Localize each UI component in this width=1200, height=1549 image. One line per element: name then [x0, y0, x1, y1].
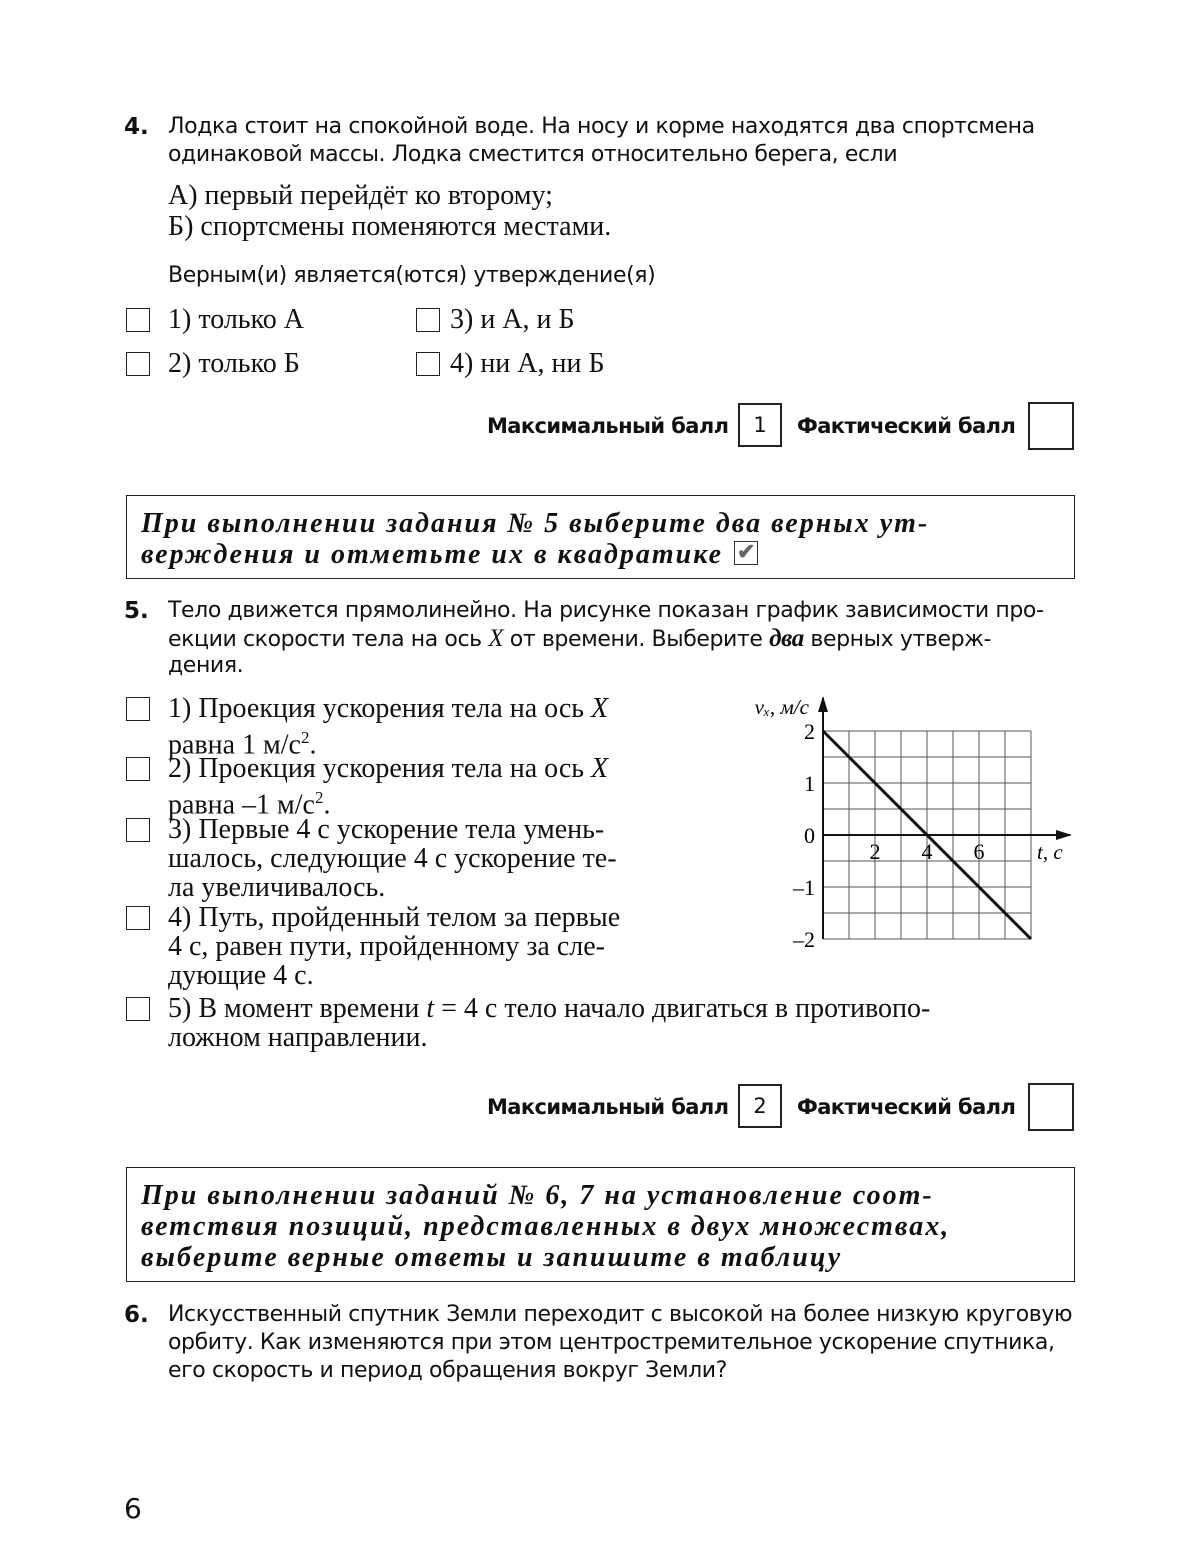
question-text-line: орбиту. Как изменяются при этом центростремительное ускорение спутника,	[168, 1330, 1055, 1355]
x-tick-label: 2	[869, 839, 881, 864]
question-text-line: его скорость и период обращения вокруг Земли?	[168, 1358, 727, 1383]
answer-option-2	[168, 754, 608, 784]
answer-checkbox-1[interactable]	[126, 308, 150, 332]
actual-score-input[interactable]	[1028, 402, 1074, 450]
answer-checkbox-4[interactable]	[416, 352, 440, 376]
instruction-line: ветствия позиций, представленных в двух множествах,	[141, 1211, 951, 1242]
instruction-text: верждения и отметьте их в квадратике	[141, 539, 724, 570]
y-tick-label: 1	[804, 771, 815, 796]
instruction-line: При выполнении заданий № 6, 7 на установление соот-	[141, 1180, 934, 1211]
text-span: .	[309, 729, 317, 761]
instruction-box-task-5	[126, 495, 1075, 579]
y-axis-label: vₓ, м/с	[754, 695, 809, 719]
x-tick-label: 4	[921, 839, 933, 864]
statement-b: Б) спортсмены поменяются местами.	[168, 211, 612, 242]
answer-option-2: 2) только Б	[168, 348, 300, 379]
max-score-value: 2	[738, 1084, 782, 1128]
x-axis-label: t, с	[1037, 840, 1063, 864]
answer-option-1	[168, 694, 608, 724]
instruction-line: При выполнении задания № 5 выберите два верных ут-	[141, 508, 930, 539]
question-text-line: Искусственный спутник Земли переходит с высокой на более низкую круговую	[168, 1302, 1073, 1327]
actual-score-input[interactable]	[1028, 1083, 1074, 1131]
text-span: .	[323, 789, 331, 821]
answer-option-1: 1) только А	[168, 304, 304, 335]
answer-prompt: Верным(и) является(ются) утверждение(я)	[168, 263, 656, 288]
axis-letter: X	[591, 693, 609, 724]
answer-checkbox-2[interactable]	[126, 352, 150, 376]
actual-score-label: Фактический балл	[797, 1095, 1016, 1119]
y-axis-arrow-icon	[818, 696, 828, 712]
question-number: 4.	[124, 114, 149, 140]
answer-option-4: 4) ни А, ни Б	[450, 348, 605, 379]
text-span: екции скорости тела на ось	[168, 627, 489, 652]
answer-option-3-cont: ла увеличивалось.	[168, 872, 386, 903]
text-span: равна 1 м/с	[168, 729, 301, 761]
y-tick-label: 2	[804, 719, 815, 744]
statement-a: А) первый перейдёт ко второму;	[168, 180, 553, 211]
x-tick-label: 6	[973, 839, 985, 864]
answer-option-3-cont: шалось, следующие 4 с ускорение те-	[168, 843, 617, 874]
superscript: 2	[301, 728, 310, 747]
variable-t: t	[426, 993, 435, 1024]
instruction-line	[141, 539, 1060, 570]
question-text-line: дения.	[168, 653, 244, 678]
answer-checkbox-1[interactable]	[126, 697, 150, 721]
text-span: = 4 с тело начало двигаться в противопо-	[434, 993, 931, 1024]
answer-checkbox-3[interactable]	[126, 818, 150, 842]
emphasis-word: два	[769, 625, 804, 652]
max-score-value: 1	[738, 403, 782, 447]
text-span: от времени. Выберите	[503, 627, 770, 652]
answer-option-3: 3) и А, и Б	[450, 304, 575, 335]
answer-checkbox-5[interactable]	[126, 997, 150, 1021]
question-text-line: Лодка стоит на спокойной воде. На носу и корме находятся два спортсмена	[168, 114, 1035, 139]
answer-option-4-cont: дующие 4 с.	[168, 960, 314, 991]
text-span: 1) Проекция ускорения тела на ось	[168, 693, 592, 724]
answer-checkbox-3[interactable]	[416, 308, 440, 332]
question-number: 6.	[124, 1302, 149, 1328]
actual-score-label: Фактический балл	[797, 414, 1016, 438]
velocity-time-chart	[720, 690, 1090, 960]
answer-option-5	[168, 994, 930, 1024]
x-axis-arrow-icon	[1056, 830, 1072, 840]
answer-option-3: 3) Первые 4 с ускорение тела умень-	[168, 814, 605, 845]
instruction-box-tasks-6-7	[126, 1167, 1075, 1282]
question-text-line: Тело движется прямолинейно. На рисунке показан график зависимости про-	[168, 598, 1044, 623]
max-score-label: Максимальный балл	[487, 414, 729, 438]
question-text-line	[168, 625, 991, 654]
page-number: 6	[124, 1492, 142, 1525]
question-text-line: одинаковой массы. Лодка сместится относительно берега, если	[168, 142, 898, 167]
y-tick-label: 0	[804, 823, 815, 848]
text-span: 5) В момент времени	[168, 993, 427, 1024]
answer-option-4: 4) Путь, пройденный телом за первые	[168, 902, 621, 933]
y-tick-label: –1	[793, 875, 815, 900]
max-score-label: Максимальный балл	[487, 1095, 729, 1119]
answer-option-5-cont: ложном направлении.	[168, 1022, 428, 1053]
text-span: 2) Проекция ускорения тела на ось	[168, 753, 592, 784]
text-span: равна –1 м/с	[168, 789, 315, 821]
question-number: 5.	[124, 598, 149, 624]
answer-checkbox-2[interactable]	[126, 757, 150, 781]
axis-letter: X	[488, 625, 504, 652]
y-tick-label: –2	[793, 927, 815, 952]
answer-option-4-cont: 4 с, равен пути, пройденному за сле-	[168, 931, 605, 962]
checkbox-example-icon: ✔	[734, 541, 758, 565]
answer-checkbox-4[interactable]	[126, 906, 150, 930]
superscript: 2	[315, 788, 324, 807]
instruction-line: выберите верные ответы и запишите в таблицу	[141, 1242, 843, 1273]
chart-axes	[818, 696, 1072, 939]
text-span: верных утверж-	[803, 627, 992, 652]
axis-letter: X	[591, 753, 609, 784]
